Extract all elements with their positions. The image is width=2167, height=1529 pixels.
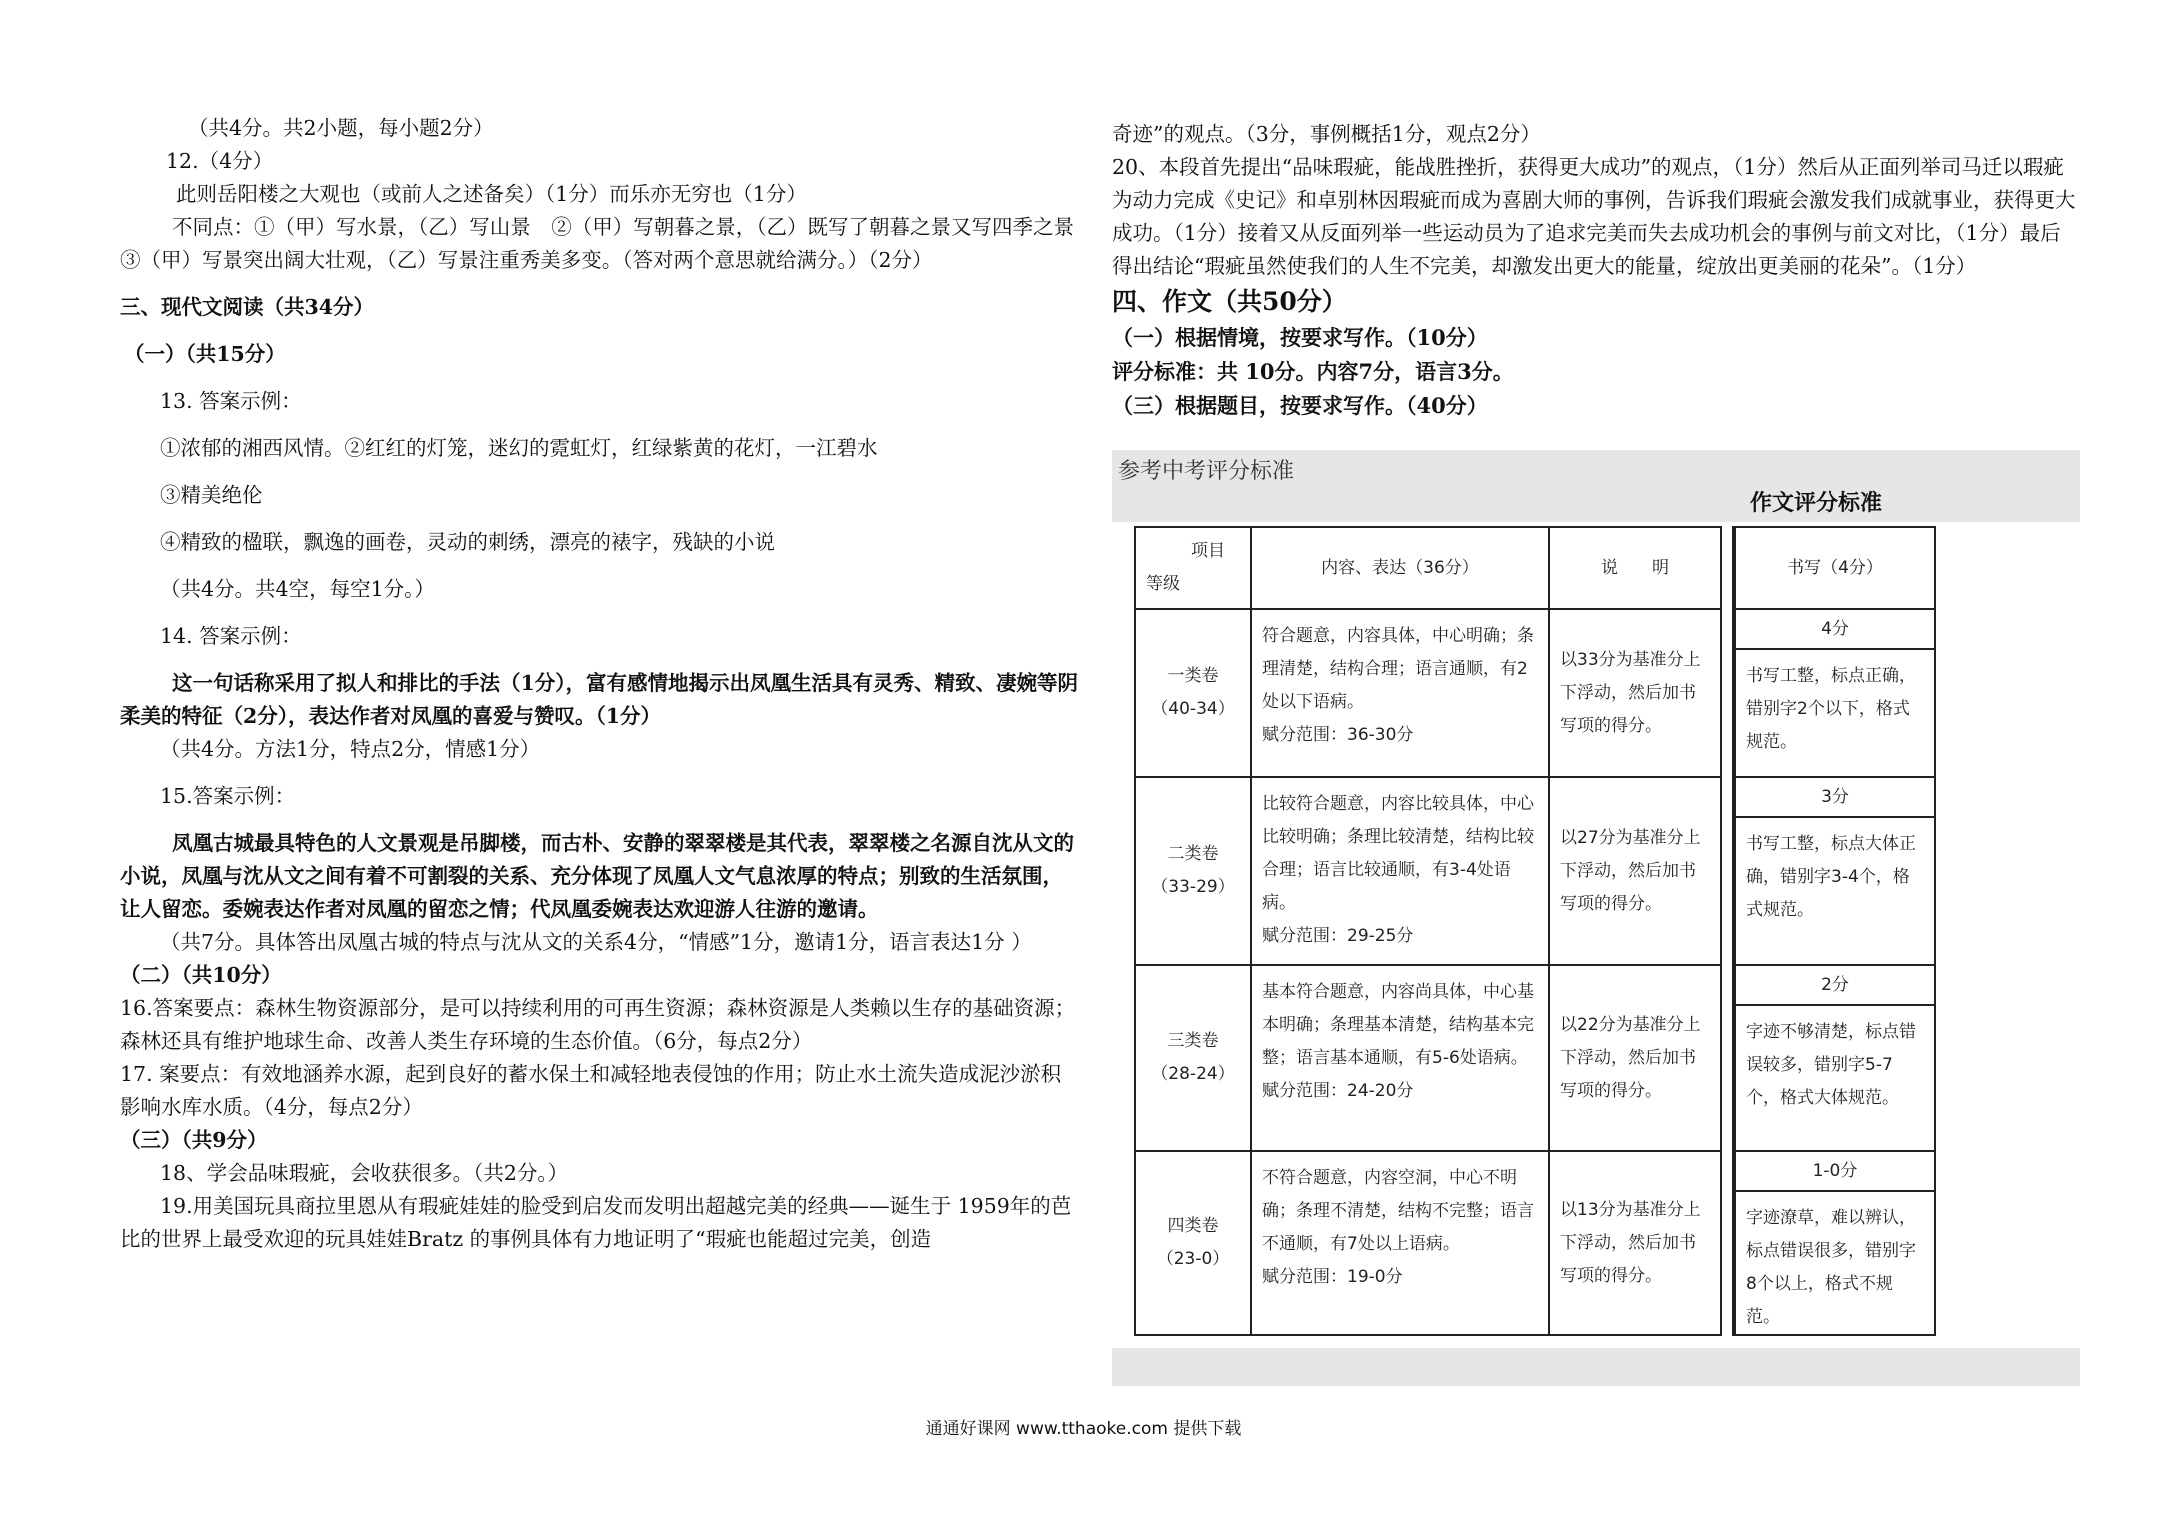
note-cell: 以27分为基准分上下浮动，然后加书写项的得分。 [1548,776,1722,966]
grade-range: （40-34） [1151,699,1235,719]
q15-heading: 15.答案示例： [160,784,296,808]
q14-heading: 14. 答案示例： [160,624,302,648]
writing-desc: 字迹潦草，难以辨认，标点错误很多，错别字8个以上，格式不规范。 [1734,1190,1936,1336]
section-3-heading: 三、现代文阅读（共34分） [120,295,375,319]
grade-label: 三类卷 [1167,1031,1219,1051]
header-item-grade [1134,526,1252,610]
writing-desc: 书写工整，标点正确，错别字2个以下，格式规范。 [1734,648,1936,778]
table-double-divider [1720,526,1734,1336]
q19-answer-cont: 奇迹”的观点。（3分，事例概括1分，观点2分） [1112,122,1541,146]
grade-range: （33-29） [1151,877,1235,897]
header-writing: 书写（4分） [1734,526,1936,610]
q15-score-note: （共7分。具体答出凤凰古城的特点与沈从文的关系4分，“情感”1分，邀请1分，语言表达1分 ） [160,930,1032,954]
q13-answer-3: ④精致的楹联，飘逸的画卷，灵动的刺绣，漂亮的裱字，残缺的小说 [160,530,775,554]
writing-desc: 书写工整，标点大体正确，错别字3-4个，格式规范。 [1734,816,1936,966]
part-3-heading: （三）（共9分） [120,1128,268,1152]
page-footer: 通通好课网 www.tthaoke.com 提供下载 [925,1419,1242,1439]
q13-answer-1: ①浓郁的湘西风情。②红红的灯笼，迷幻的霓虹灯，红绿紫黄的花灯，一江碧水 [160,436,878,460]
score-range: 赋分范围：19-0分 [1262,1267,1403,1287]
q11-score-note: （共4分。共2小题，每小题2分） [188,116,494,140]
score-range: 赋分范围：24-20分 [1262,1081,1414,1101]
q16-answer: 16.答案要点：森林生物资源部分，是可以持续利用的可再生资源；森林资源是人类赖以生存的基础资源；森林还具有维护地球生命、改善人类生存环境的生态价值。（6分，每点2分） [120,996,1076,1053]
writing-score: 4分 [1734,608,1936,650]
essay-part-3: （三）根据题目，按要求写作。（40分） [1112,393,1488,418]
table-title: 作文评分标准 [1750,490,1883,516]
content-criteria [1250,1150,1550,1336]
q15-answer: 凤凰古城最具特色的人文景观是吊脚楼，而古朴、安静的翠翠楼是其代表，翠翠楼之名源自沈从文的小说，凤凰与沈从文之间有着不可割裂的关系、充分体现了凤凰人文气息浓厚的特点；别致的生活氛围，让人留恋。委婉表达作者对凤凰的留恋之情；代凤凰委婉表达欢迎游人往游的邀请。 [120,831,1074,921]
table-row [1134,964,1252,1152]
content-text: 基本符合题意，内容尚具体，中心基本明确；条理基本清楚，结构基本完整；语言基本通顺，有5-6处语病。 [1262,982,1534,1068]
grade-range: （28-24） [1151,1064,1235,1084]
left-column [120,112,1080,1256]
q14-score-note: （共4分。方法1分，特点2分，情感1分） [160,737,541,761]
note-cell: 以22分为基准分上下浮动，然后加书写项的得分。 [1548,964,1722,1152]
header-content: 内容、表达（36分） [1250,526,1550,610]
content-criteria [1250,608,1550,778]
part-1-heading: （一）（共15分） [124,342,286,366]
part-2-heading: （二）（共10分） [120,963,282,987]
grade-label: 二类卷 [1167,844,1219,864]
q13-answer-2: ③精美绝伦 [160,483,263,507]
content-criteria [1250,964,1550,1152]
q18-answer: 18、学会品味瑕疵，会收获很多。（共2分。） [160,1161,569,1185]
right-column [1112,118,2080,423]
q13-score-note: （共4分。共4空，每空1分。） [160,577,435,601]
header-grade: 等级 [1146,574,1180,594]
content-text: 符合题意，内容具体，中心明确；条理清楚，结构合理；语言通顺，有2处以下语病。 [1262,626,1534,712]
grade-range: （23-0） [1156,1249,1230,1269]
grade-label: 四类卷 [1167,1216,1219,1236]
writing-score: 1-0分 [1734,1150,1936,1192]
writing-desc: 字迹不够清楚，标点错误较多，错别字5-7个，格式大体规范。 [1734,1004,1936,1152]
q12-heading: 12.（4分） [166,149,274,173]
reference-title: 参考中考评分标准 [1118,459,1295,484]
writing-score: 2分 [1734,964,1936,1006]
content-criteria [1250,776,1550,966]
essay-part-1: （一）根据情境，按要求写作。（10分） [1112,325,1488,350]
score-range: 赋分范围：29-25分 [1262,926,1414,946]
score-range: 赋分范围：36-30分 [1262,725,1414,745]
section-4-heading: 四、作文（共50分） [1112,287,1347,316]
content-text: 不符合题意，内容空洞，中心不明确；条理不清楚，结构不完整；语言不通顺，有7处以上语病。 [1262,1168,1534,1254]
table-row [1134,608,1252,778]
table-row [1134,1150,1252,1336]
note-cell: 以13分为基准分上下浮动，然后加书写项的得分。 [1548,1150,1722,1336]
reference-footer-bar [1112,1348,2080,1386]
table-row [1134,776,1252,966]
essay-part-1-criteria: 评分标准：共 10分。内容7分，语言3分。 [1112,359,1514,384]
q12-answer-1: 此则岳阳楼之大观也（或前人之述备矣）（1分）而乐亦无穷也（1分） [176,182,807,206]
note-cell: 以33分为基准分上下浮动，然后加书写项的得分。 [1548,608,1722,778]
grade-label: 一类卷 [1167,666,1219,686]
header-note: 说 明 [1548,526,1722,610]
content-text: 比较符合题意，内容比较具体，中心比较明确；条理比较清楚，结构比较合理；语言比较通顺，有3-4处语病。 [1262,794,1534,913]
q19-answer: 19.用美国玩具商拉里恩从有瑕疵娃娃的脸受到启发而发明出超越完美的经典——诞生于 1959年的芭比的世界上最受欢迎的玩具娃娃Bratz 的事例具体有力地证明了“瑕疵也能超过完美，创造 [120,1194,1072,1251]
q13-heading: 13. 答案示例： [160,389,302,413]
writing-score: 3分 [1734,776,1936,818]
q17-answer: 17. 案要点：有效地涵养水源，起到良好的蓄水保土和减轻地表侵蚀的作用；防止水土流失造成泥沙淤积影响水库水质。（4分，每点2分） [120,1062,1062,1119]
q14-answer: 这一句话称采用了拟人和排比的手法（1分），富有感情地揭示出凤凰生活具有灵秀、精致、凄婉等阴柔美的特征（2分），表达作者对凤凰的喜爱与赞叹。（1分） [120,671,1079,728]
q20-answer: 20、本段首先提出“品味瑕疵，能战胜挫折，获得更大成功”的观点，（1分）然后从正面列举司马迁以瑕疵为动力完成《史记》和卓别林因瑕疵而成为喜剧大师的事例，告诉我们瑕疵会激发我们成就事业，获得更大成功。（1分）接着又从反面列举一些运动员为了追求完美而失去成功机会的事例与前文对比，（1分）最后得出结论“瑕疵虽然使我们的人生不完美，却激发出更大的能量，绽放出更美丽的花朵”。（1分） [1112,155,2076,278]
header-item: 项目 [1191,541,1225,561]
q12-answer-2: 不同点：①（甲）写水景，（乙）写山景 ②（甲）写朝暮之景，（乙）既写了朝暮之景又写四季之景③（甲）写景突出阔大壮观，（乙）写景注重秀美多变。（答对两个意思就给满分。）（2分） [120,215,1074,272]
